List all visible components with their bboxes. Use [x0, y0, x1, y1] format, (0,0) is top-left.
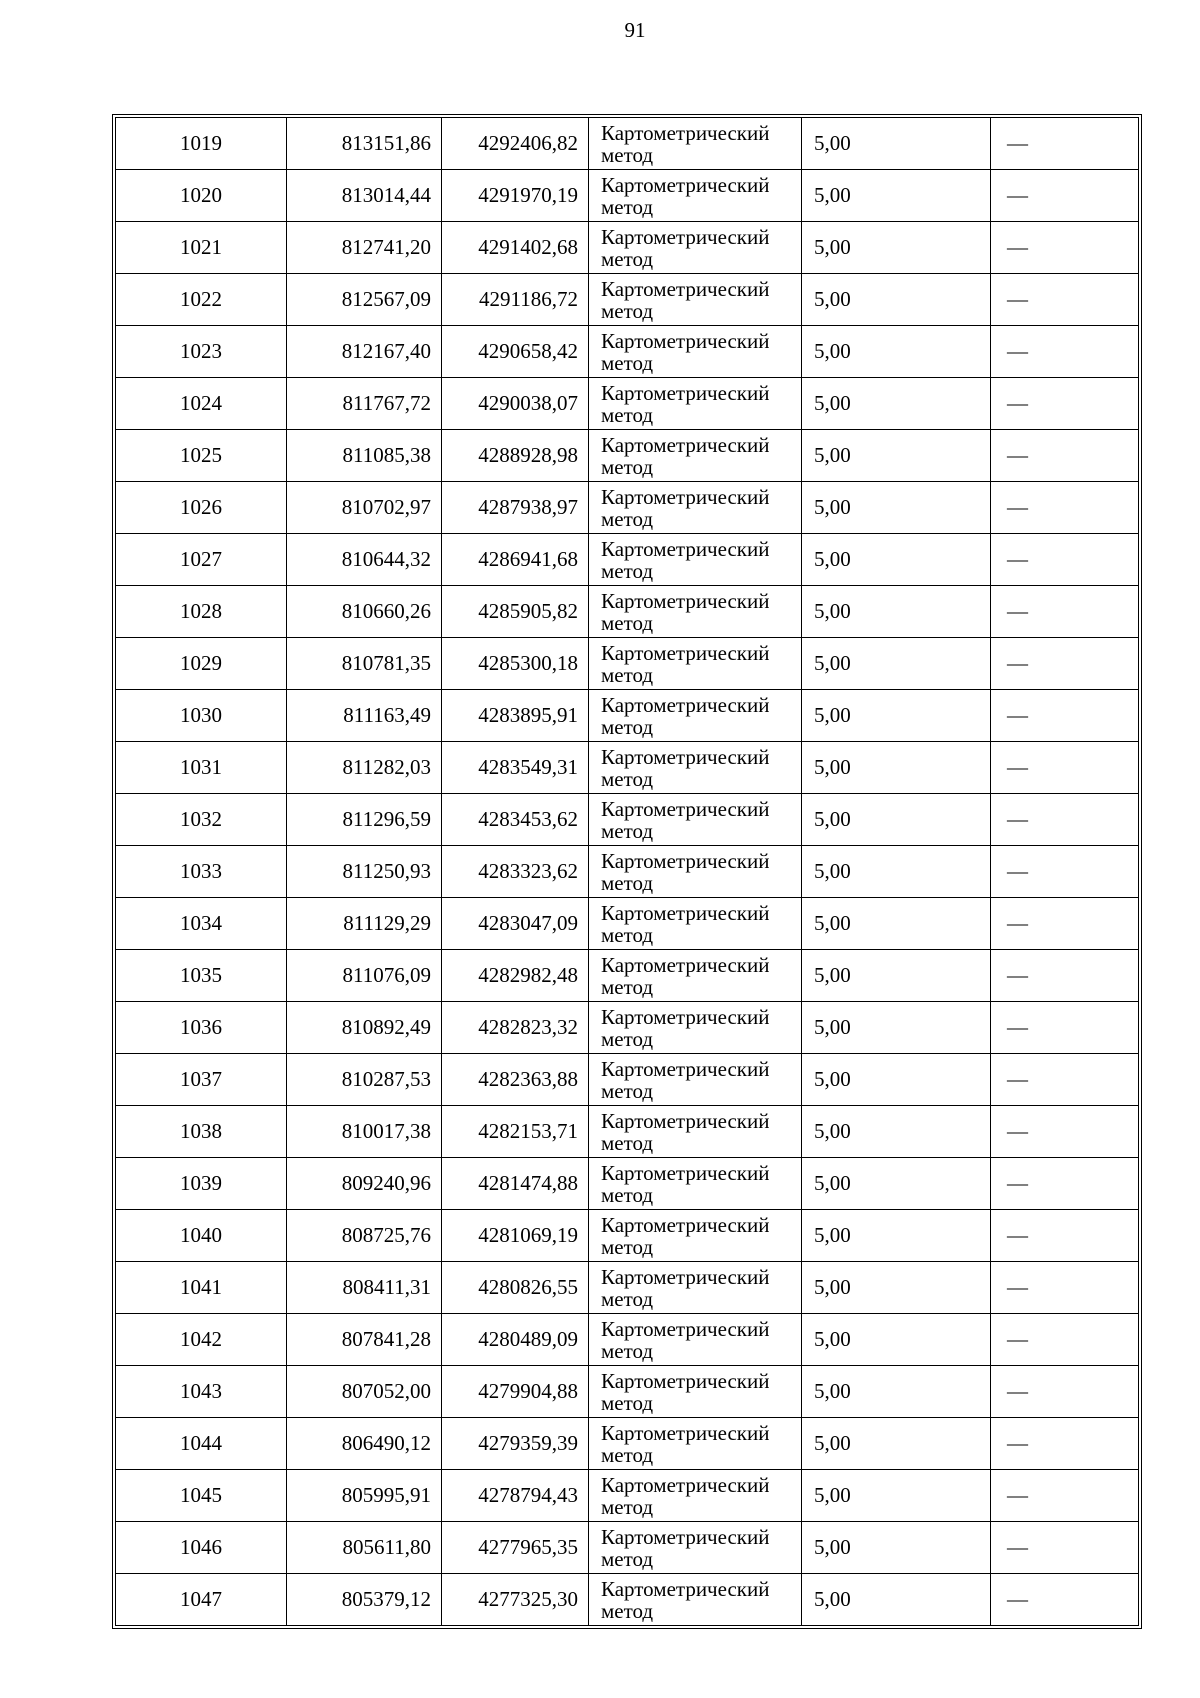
method-cell: [589, 846, 802, 898]
coordinates-table-body: [116, 118, 1139, 1626]
accuracy-cell: 5,00: [802, 1210, 991, 1262]
y-coordinate-cell: 4283549,31: [442, 742, 589, 794]
table-row: [116, 1262, 1139, 1314]
method-line-1: Картометрический: [601, 952, 770, 977]
y-coordinate-cell: 4292406,82: [442, 118, 589, 170]
method-line-1: Картометрический: [601, 484, 770, 509]
method-cell: [589, 1054, 802, 1106]
accuracy-cell: 5,00: [802, 326, 991, 378]
point-number-cell: 1022: [116, 274, 287, 326]
x-coordinate-cell: 810702,97: [287, 482, 442, 534]
note-cell: —: [991, 1314, 1139, 1366]
y-coordinate-cell: 4290658,42: [442, 326, 589, 378]
note-cell: —: [991, 1470, 1139, 1522]
x-coordinate-cell: 810017,38: [287, 1106, 442, 1158]
method-line-2: метод: [601, 870, 654, 895]
method-line-2: метод: [601, 818, 654, 843]
method-cell: [589, 1522, 802, 1574]
note-cell: —: [991, 690, 1139, 742]
method-line-2: метод: [601, 610, 654, 635]
table-row: [116, 534, 1139, 586]
table-row: [116, 1522, 1139, 1574]
point-number-cell: 1032: [116, 794, 287, 846]
table-row: [116, 690, 1139, 742]
method-cell: [589, 482, 802, 534]
point-number-cell: 1046: [116, 1522, 287, 1574]
method-line-2: метод: [601, 142, 654, 167]
y-coordinate-cell: 4278794,43: [442, 1470, 589, 1522]
note-cell: —: [991, 898, 1139, 950]
table-row: [116, 1002, 1139, 1054]
method-line-1: Картометрический: [601, 172, 770, 197]
y-coordinate-cell: 4279359,39: [442, 1418, 589, 1470]
note-cell: —: [991, 1262, 1139, 1314]
y-coordinate-cell: 4277325,30: [442, 1574, 589, 1626]
y-coordinate-cell: 4282153,71: [442, 1106, 589, 1158]
table-row: [116, 430, 1139, 482]
note-cell: —: [991, 1418, 1139, 1470]
method-line-1: Картометрический: [601, 1524, 770, 1549]
method-line-2: метод: [601, 298, 654, 323]
x-coordinate-cell: 811767,72: [287, 378, 442, 430]
x-coordinate-cell: 809240,96: [287, 1158, 442, 1210]
point-number-cell: 1039: [116, 1158, 287, 1210]
y-coordinate-cell: 4283323,62: [442, 846, 589, 898]
x-coordinate-cell: 813014,44: [287, 170, 442, 222]
method-cell: [589, 1210, 802, 1262]
accuracy-cell: 5,00: [802, 118, 991, 170]
note-cell: —: [991, 1574, 1139, 1626]
point-number-cell: 1034: [116, 898, 287, 950]
note-cell: —: [991, 1158, 1139, 1210]
y-coordinate-cell: 4283047,09: [442, 898, 589, 950]
method-line-1: Картометрический: [601, 1264, 770, 1289]
table-row: [116, 794, 1139, 846]
method-line-2: метод: [601, 558, 654, 583]
method-line-1: Картометрический: [601, 640, 770, 665]
page-number: 91: [624, 18, 646, 42]
method-line-1: Картометрический: [601, 1160, 770, 1185]
accuracy-cell: 5,00: [802, 846, 991, 898]
x-coordinate-cell: 812167,40: [287, 326, 442, 378]
y-coordinate-cell: 4280826,55: [442, 1262, 589, 1314]
point-number-cell: 1030: [116, 690, 287, 742]
note-cell: —: [991, 482, 1139, 534]
method-line-1: Картометрический: [601, 1212, 770, 1237]
y-coordinate-cell: 4283895,91: [442, 690, 589, 742]
accuracy-cell: 5,00: [802, 950, 991, 1002]
table-row: [116, 1418, 1139, 1470]
x-coordinate-cell: 805379,12: [287, 1574, 442, 1626]
method-line-1: Картометрический: [601, 536, 770, 561]
method-cell: [589, 1002, 802, 1054]
table-row: [116, 742, 1139, 794]
method-line-2: метод: [601, 194, 654, 219]
method-line-1: Картометрический: [601, 1004, 770, 1029]
table-row: [116, 118, 1139, 170]
method-line-1: Картометрический: [601, 1576, 770, 1601]
table-row: [116, 846, 1139, 898]
table-row: [116, 638, 1139, 690]
x-coordinate-cell: 805995,91: [287, 1470, 442, 1522]
method-line-2: метод: [601, 766, 654, 791]
method-line-1: Картометрический: [601, 796, 770, 821]
method-line-1: Картометрический: [601, 1420, 770, 1445]
note-cell: —: [991, 326, 1139, 378]
x-coordinate-cell: 805611,80: [287, 1522, 442, 1574]
method-cell: [589, 638, 802, 690]
point-number-cell: 1047: [116, 1574, 287, 1626]
note-cell: —: [991, 534, 1139, 586]
method-line-2: метод: [601, 506, 654, 531]
accuracy-cell: 5,00: [802, 1262, 991, 1314]
y-coordinate-cell: 4280489,09: [442, 1314, 589, 1366]
x-coordinate-cell: 812741,20: [287, 222, 442, 274]
method-cell: [589, 586, 802, 638]
note-cell: —: [991, 1054, 1139, 1106]
method-cell: [589, 1314, 802, 1366]
accuracy-cell: 5,00: [802, 170, 991, 222]
point-number-cell: 1037: [116, 1054, 287, 1106]
point-number-cell: 1019: [116, 118, 287, 170]
y-coordinate-cell: 4282823,32: [442, 1002, 589, 1054]
method-line-1: Картометрический: [601, 120, 770, 145]
method-line-2: метод: [601, 662, 654, 687]
method-cell: [589, 1262, 802, 1314]
method-line-1: Картометрический: [601, 744, 770, 769]
method-cell: [589, 690, 802, 742]
y-coordinate-cell: 4291186,72: [442, 274, 589, 326]
method-line-2: метод: [601, 1338, 654, 1363]
note-cell: —: [991, 1106, 1139, 1158]
x-coordinate-cell: 810781,35: [287, 638, 442, 690]
method-line-1: Картометрический: [601, 380, 770, 405]
accuracy-cell: 5,00: [802, 1106, 991, 1158]
method-cell: [589, 1574, 802, 1626]
method-line-1: Картометрический: [601, 328, 770, 353]
method-cell: [589, 534, 802, 586]
y-coordinate-cell: 4288928,98: [442, 430, 589, 482]
accuracy-cell: 5,00: [802, 1418, 991, 1470]
point-number-cell: 1044: [116, 1418, 287, 1470]
point-number-cell: 1040: [116, 1210, 287, 1262]
table-row: [116, 1314, 1139, 1366]
point-number-cell: 1045: [116, 1470, 287, 1522]
x-coordinate-cell: 811282,03: [287, 742, 442, 794]
note-cell: —: [991, 222, 1139, 274]
note-cell: —: [991, 586, 1139, 638]
method-line-2: метод: [601, 922, 654, 947]
method-cell: [589, 1106, 802, 1158]
accuracy-cell: 5,00: [802, 586, 991, 638]
y-coordinate-cell: 4291970,19: [442, 170, 589, 222]
y-coordinate-cell: 4281474,88: [442, 1158, 589, 1210]
method-cell: [589, 742, 802, 794]
note-cell: —: [991, 1210, 1139, 1262]
method-line-2: метод: [601, 1442, 654, 1467]
note-cell: —: [991, 950, 1139, 1002]
x-coordinate-cell: 807052,00: [287, 1366, 442, 1418]
x-coordinate-cell: 812567,09: [287, 274, 442, 326]
y-coordinate-cell: 4285905,82: [442, 586, 589, 638]
table-row: [116, 950, 1139, 1002]
x-coordinate-cell: 811129,29: [287, 898, 442, 950]
y-coordinate-cell: 4281069,19: [442, 1210, 589, 1262]
point-number-cell: 1027: [116, 534, 287, 586]
table-row: [116, 1366, 1139, 1418]
method-cell: [589, 170, 802, 222]
table-row: [116, 1106, 1139, 1158]
table-row: [116, 1470, 1139, 1522]
method-cell: [589, 222, 802, 274]
note-cell: —: [991, 638, 1139, 690]
accuracy-cell: 5,00: [802, 794, 991, 846]
table-row: [116, 222, 1139, 274]
note-cell: —: [991, 1366, 1139, 1418]
method-line-2: метод: [601, 1286, 654, 1311]
point-number-cell: 1036: [116, 1002, 287, 1054]
table-row: [116, 274, 1139, 326]
x-coordinate-cell: 811076,09: [287, 950, 442, 1002]
method-line-1: Картометрический: [601, 224, 770, 249]
point-number-cell: 1031: [116, 742, 287, 794]
y-coordinate-cell: 4285300,18: [442, 638, 589, 690]
method-line-1: Картометрический: [601, 1056, 770, 1081]
accuracy-cell: 5,00: [802, 534, 991, 586]
y-coordinate-cell: 4279904,88: [442, 1366, 589, 1418]
method-line-2: метод: [601, 246, 654, 271]
x-coordinate-cell: 811163,49: [287, 690, 442, 742]
method-line-1: Картометрический: [601, 1368, 770, 1393]
accuracy-cell: 5,00: [802, 1002, 991, 1054]
method-cell: [589, 950, 802, 1002]
accuracy-cell: 5,00: [802, 1314, 991, 1366]
coordinates-table-frame: [112, 114, 1142, 1629]
method-cell: [589, 1366, 802, 1418]
method-line-2: метод: [601, 714, 654, 739]
x-coordinate-cell: 810892,49: [287, 1002, 442, 1054]
method-line-2: метод: [601, 402, 654, 427]
method-line-2: метод: [601, 1182, 654, 1207]
y-coordinate-cell: 4291402,68: [442, 222, 589, 274]
y-coordinate-cell: 4287938,97: [442, 482, 589, 534]
y-coordinate-cell: 4282982,48: [442, 950, 589, 1002]
y-coordinate-cell: 4277965,35: [442, 1522, 589, 1574]
table-row: [116, 170, 1139, 222]
accuracy-cell: 5,00: [802, 378, 991, 430]
accuracy-cell: 5,00: [802, 1366, 991, 1418]
accuracy-cell: 5,00: [802, 274, 991, 326]
table-row: [116, 1158, 1139, 1210]
accuracy-cell: 5,00: [802, 1470, 991, 1522]
x-coordinate-cell: 808725,76: [287, 1210, 442, 1262]
note-cell: —: [991, 430, 1139, 482]
accuracy-cell: 5,00: [802, 638, 991, 690]
y-coordinate-cell: 4282363,88: [442, 1054, 589, 1106]
method-line-2: метод: [601, 1078, 654, 1103]
note-cell: —: [991, 1522, 1139, 1574]
x-coordinate-cell: 810644,32: [287, 534, 442, 586]
accuracy-cell: 5,00: [802, 222, 991, 274]
method-line-2: метод: [601, 1130, 654, 1155]
method-cell: [589, 326, 802, 378]
table-row: [116, 1574, 1139, 1626]
method-cell: [589, 1418, 802, 1470]
x-coordinate-cell: 811296,59: [287, 794, 442, 846]
x-coordinate-cell: 807841,28: [287, 1314, 442, 1366]
x-coordinate-cell: 813151,86: [287, 118, 442, 170]
point-number-cell: 1023: [116, 326, 287, 378]
y-coordinate-cell: 4283453,62: [442, 794, 589, 846]
method-cell: [589, 794, 802, 846]
table-row: [116, 1054, 1139, 1106]
method-line-2: метод: [601, 350, 654, 375]
method-line-2: метод: [601, 974, 654, 999]
method-line-2: метод: [601, 1546, 654, 1571]
accuracy-cell: 5,00: [802, 898, 991, 950]
point-number-cell: 1020: [116, 170, 287, 222]
method-line-1: Картометрический: [601, 432, 770, 457]
accuracy-cell: 5,00: [802, 742, 991, 794]
note-cell: —: [991, 118, 1139, 170]
x-coordinate-cell: 811250,93: [287, 846, 442, 898]
y-coordinate-cell: 4290038,07: [442, 378, 589, 430]
note-cell: —: [991, 378, 1139, 430]
x-coordinate-cell: 810287,53: [287, 1054, 442, 1106]
accuracy-cell: 5,00: [802, 1522, 991, 1574]
method-line-1: Картометрический: [601, 1316, 770, 1341]
method-line-1: Картометрический: [601, 588, 770, 613]
x-coordinate-cell: 810660,26: [287, 586, 442, 638]
point-number-cell: 1043: [116, 1366, 287, 1418]
method-line-1: Картометрический: [601, 1108, 770, 1133]
accuracy-cell: 5,00: [802, 430, 991, 482]
point-number-cell: 1029: [116, 638, 287, 690]
table-row: [116, 1210, 1139, 1262]
table-row: [116, 482, 1139, 534]
x-coordinate-cell: 811085,38: [287, 430, 442, 482]
accuracy-cell: 5,00: [802, 1158, 991, 1210]
note-cell: —: [991, 794, 1139, 846]
method-cell: [589, 274, 802, 326]
method-cell: [589, 1158, 802, 1210]
table-row: [116, 898, 1139, 950]
x-coordinate-cell: 806490,12: [287, 1418, 442, 1470]
method-cell: [589, 898, 802, 950]
note-cell: —: [991, 170, 1139, 222]
point-number-cell: 1042: [116, 1314, 287, 1366]
method-line-1: Картометрический: [601, 848, 770, 873]
note-cell: —: [991, 846, 1139, 898]
point-number-cell: 1024: [116, 378, 287, 430]
point-number-cell: 1035: [116, 950, 287, 1002]
table-row: [116, 586, 1139, 638]
point-number-cell: 1038: [116, 1106, 287, 1158]
method-line-1: Картометрический: [601, 900, 770, 925]
method-line-2: метод: [601, 1026, 654, 1051]
accuracy-cell: 5,00: [802, 1574, 991, 1626]
note-cell: —: [991, 1002, 1139, 1054]
point-number-cell: 1021: [116, 222, 287, 274]
method-cell: [589, 118, 802, 170]
method-cell: [589, 378, 802, 430]
point-number-cell: 1025: [116, 430, 287, 482]
method-line-1: Картометрический: [601, 1472, 770, 1497]
method-line-1: Картометрический: [601, 276, 770, 301]
method-cell: [589, 1470, 802, 1522]
table-row: [116, 326, 1139, 378]
accuracy-cell: 5,00: [802, 1054, 991, 1106]
method-line-2: метод: [601, 454, 654, 479]
table-row: [116, 378, 1139, 430]
point-number-cell: 1041: [116, 1262, 287, 1314]
method-line-2: метод: [601, 1598, 654, 1623]
point-number-cell: 1028: [116, 586, 287, 638]
x-coordinate-cell: 808411,31: [287, 1262, 442, 1314]
method-cell: [589, 430, 802, 482]
accuracy-cell: 5,00: [802, 482, 991, 534]
point-number-cell: 1033: [116, 846, 287, 898]
note-cell: —: [991, 742, 1139, 794]
method-line-2: метод: [601, 1494, 654, 1519]
point-number-cell: 1026: [116, 482, 287, 534]
y-coordinate-cell: 4286941,68: [442, 534, 589, 586]
method-line-1: Картометрический: [601, 692, 770, 717]
coordinates-table: [115, 117, 1139, 1626]
note-cell: —: [991, 274, 1139, 326]
method-line-2: метод: [601, 1390, 654, 1415]
accuracy-cell: 5,00: [802, 690, 991, 742]
method-line-2: метод: [601, 1234, 654, 1259]
